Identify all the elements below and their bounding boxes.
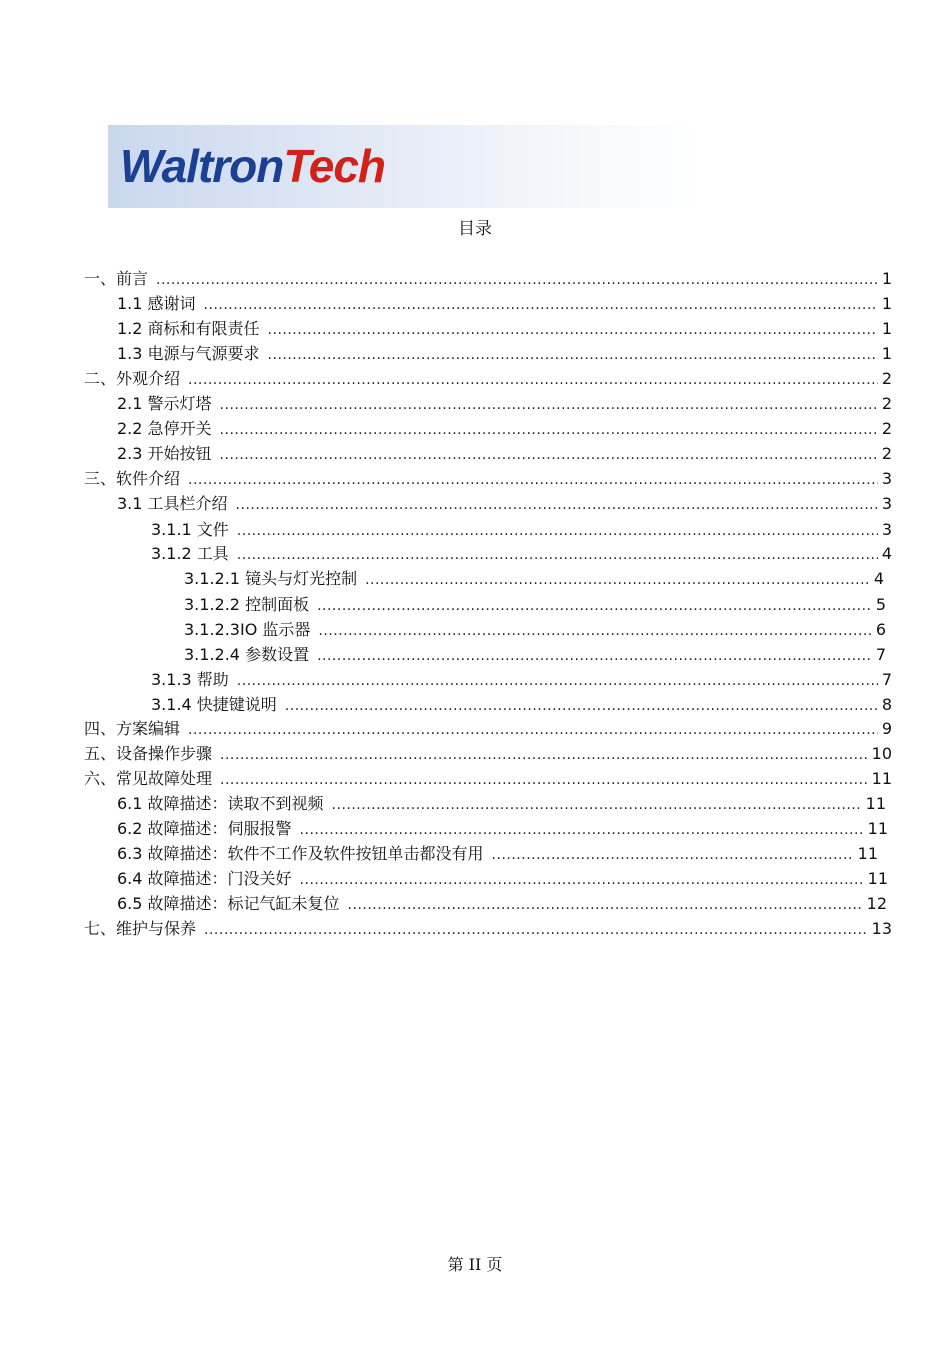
dot-leader bbox=[300, 818, 864, 843]
toc-entry[interactable] bbox=[117, 791, 886, 816]
toc-entry-text: 2.2 急停开关 bbox=[117, 419, 212, 438]
toc-entry[interactable] bbox=[151, 517, 892, 542]
toc-entry-text: 3.1.4 快捷键说明 bbox=[151, 695, 277, 714]
waltrontech-logo bbox=[108, 125, 698, 208]
dot-leader bbox=[204, 918, 868, 943]
toc-entry-page: 11 bbox=[871, 769, 892, 788]
dot-leader bbox=[492, 843, 854, 868]
toc-entry[interactable] bbox=[117, 316, 892, 341]
toc-entry[interactable] bbox=[184, 592, 886, 617]
toc-title: 目录 bbox=[458, 219, 492, 239]
toc-entry-text: 一、前言 bbox=[84, 269, 149, 288]
toc-entry[interactable] bbox=[184, 642, 886, 667]
dot-leader bbox=[220, 743, 868, 768]
toc-entry-page: 2 bbox=[881, 394, 892, 413]
toc-entry-text: 3.1.3 帮助 bbox=[151, 670, 229, 689]
toc-entry[interactable] bbox=[151, 667, 892, 692]
toc-entry-page: 11 bbox=[857, 844, 878, 863]
toc-entry-page: 12 bbox=[866, 894, 887, 913]
toc-entry-page: 6 bbox=[875, 620, 886, 639]
toc-entry-page: 1 bbox=[881, 344, 892, 363]
toc-entry[interactable] bbox=[84, 266, 892, 291]
toc-entry-text: 1.3 电源与气源要求 bbox=[117, 344, 260, 363]
logo-word-waltron: Waltron bbox=[120, 140, 284, 192]
dot-leader bbox=[236, 493, 878, 518]
toc-entry-page: 11 bbox=[867, 819, 888, 838]
toc-entry-text: 1.1 感谢词 bbox=[117, 294, 196, 313]
dot-leader bbox=[220, 418, 878, 443]
toc-entry[interactable] bbox=[84, 916, 892, 941]
dot-leader bbox=[348, 893, 863, 918]
toc-entry-page: 10 bbox=[871, 744, 892, 763]
toc-entry[interactable] bbox=[84, 741, 892, 766]
toc-entry[interactable] bbox=[84, 466, 892, 491]
dot-leader bbox=[188, 468, 878, 493]
toc-entry-text: 3.1.1 文件 bbox=[151, 520, 229, 539]
toc-entry-text: 七、维护与保养 bbox=[84, 919, 197, 938]
toc-entry-text: 1.2 商标和有限责任 bbox=[117, 319, 260, 338]
toc-entry-page: 1 bbox=[881, 319, 892, 338]
toc-entry-text: 三、软件介绍 bbox=[84, 469, 181, 488]
toc-entry[interactable] bbox=[84, 766, 892, 791]
toc-entry-text: 3.1.2.4 参数设置 bbox=[184, 645, 310, 664]
toc-entry-text: 6.1 故障描述：读取不到视频 bbox=[117, 794, 324, 813]
toc-entry-text: 6.3 故障描述：软件不工作及软件按钮单击都没有用 bbox=[117, 844, 484, 863]
toc-entry-page: 3 bbox=[881, 520, 892, 539]
toc-entry-page: 2 bbox=[881, 369, 892, 388]
dot-leader bbox=[237, 669, 878, 694]
toc-entry-text: 二、外观介绍 bbox=[84, 369, 181, 388]
toc-entry[interactable] bbox=[151, 692, 892, 717]
toc-entry[interactable] bbox=[117, 816, 888, 841]
toc-entry[interactable] bbox=[117, 341, 892, 366]
toc-entry[interactable] bbox=[117, 391, 892, 416]
toc-entry-text: 3.1.2 工具 bbox=[151, 544, 229, 563]
dot-leader bbox=[268, 318, 878, 343]
toc-entry[interactable] bbox=[117, 891, 887, 916]
toc-entry-page: 11 bbox=[867, 869, 888, 888]
dot-leader bbox=[237, 543, 878, 568]
dot-leader bbox=[317, 644, 872, 669]
toc-entry-text: 四、方案编辑 bbox=[84, 719, 181, 738]
toc-entry-text: 五、设备操作步骤 bbox=[84, 744, 213, 763]
dot-leader bbox=[220, 768, 868, 793]
dot-leader bbox=[188, 368, 878, 393]
dot-leader bbox=[317, 594, 872, 619]
toc-entry[interactable] bbox=[184, 617, 886, 642]
toc-entry-text: 3.1.2.1 镜头与灯光控制 bbox=[184, 569, 358, 588]
toc-entry-text: 6.5 故障描述：标记气缸未复位 bbox=[117, 894, 340, 913]
toc-entry[interactable] bbox=[117, 416, 892, 441]
toc-entry-page: 1 bbox=[881, 294, 892, 313]
toc-entry-page: 2 bbox=[881, 419, 892, 438]
dot-leader bbox=[204, 293, 878, 318]
toc-entry-page: 8 bbox=[881, 695, 892, 714]
toc-entry-page: 3 bbox=[881, 469, 892, 488]
dot-leader bbox=[156, 268, 878, 293]
toc-entry-text: 六、常见故障处理 bbox=[84, 769, 213, 788]
dot-leader bbox=[220, 393, 878, 418]
toc-entry[interactable] bbox=[117, 841, 878, 866]
logo-word-tech: Tech bbox=[283, 140, 386, 192]
logo-wordmark bbox=[120, 141, 385, 191]
toc-entry-page: 7 bbox=[875, 645, 886, 664]
dot-leader bbox=[188, 718, 878, 743]
toc-entry-text: 3.1.2.3IO 监示器 bbox=[184, 620, 311, 639]
toc-entry-page: 7 bbox=[881, 670, 892, 689]
toc-entry[interactable] bbox=[84, 366, 892, 391]
toc-entry-page: 4 bbox=[873, 569, 884, 588]
toc-entry-page: 2 bbox=[881, 444, 892, 463]
toc-entry-page: 11 bbox=[865, 794, 886, 813]
toc-entry-page: 9 bbox=[881, 719, 892, 738]
toc-entry[interactable] bbox=[117, 491, 892, 516]
toc-entry[interactable] bbox=[184, 566, 884, 591]
toc-entry-page: 1 bbox=[881, 269, 892, 288]
toc-entry-text: 2.1 警示灯塔 bbox=[117, 394, 212, 413]
dot-leader bbox=[300, 868, 864, 893]
toc-entry[interactable] bbox=[117, 441, 892, 466]
page-number-footer: 第 II 页 bbox=[447, 1255, 503, 1274]
toc-entry[interactable] bbox=[117, 291, 892, 316]
dot-leader bbox=[332, 793, 862, 818]
dot-leader bbox=[220, 443, 878, 468]
toc-entry-page: 3 bbox=[881, 494, 892, 513]
dot-leader bbox=[365, 568, 870, 593]
toc-entry-page: 4 bbox=[881, 544, 892, 563]
toc-entry-text: 2.3 开始按钮 bbox=[117, 444, 212, 463]
toc-entry[interactable] bbox=[151, 541, 892, 566]
toc-entry-text: 3.1 工具栏介绍 bbox=[117, 494, 228, 513]
toc-entry-page: 5 bbox=[875, 595, 886, 614]
toc-entry-text: 6.4 故障描述：门没关好 bbox=[117, 869, 292, 888]
toc-entry-page: 13 bbox=[871, 919, 892, 938]
dot-leader bbox=[318, 619, 871, 644]
toc-entry-text: 6.2 故障描述：伺服报警 bbox=[117, 819, 292, 838]
toc-entry-text: 3.1.2.2 控制面板 bbox=[184, 595, 310, 614]
toc-entry[interactable] bbox=[117, 866, 888, 891]
toc-entry[interactable] bbox=[84, 716, 892, 741]
dot-leader bbox=[268, 343, 878, 368]
